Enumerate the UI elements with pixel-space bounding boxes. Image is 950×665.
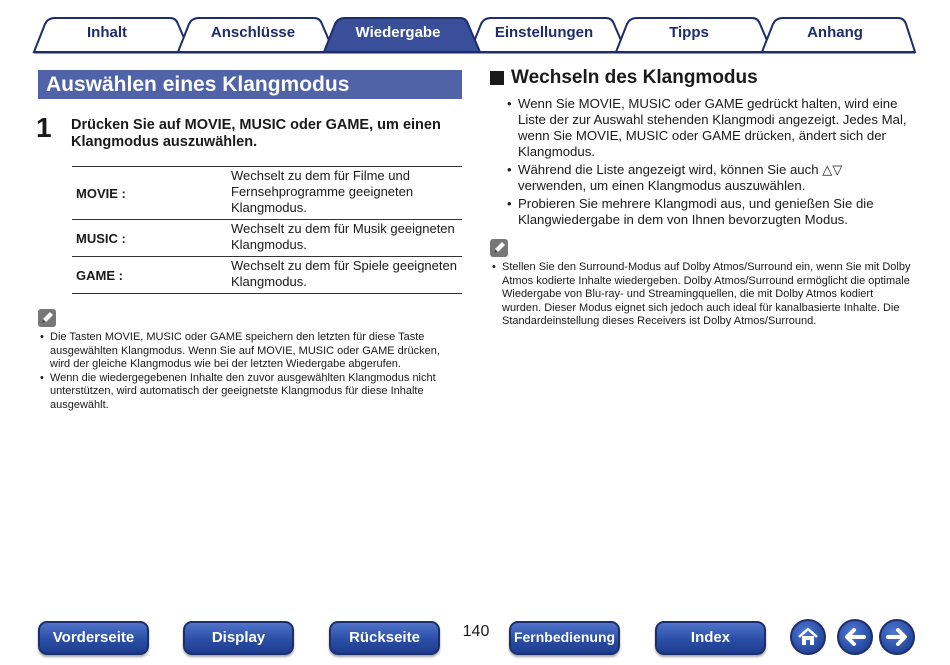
subsection-title-text: Wechseln des Klangmodus [511, 67, 758, 88]
note-item: • Die Tasten MOVIE, MUSIC oder GAME speichern den letzten für diese Taste ausgewählten Klangmodus. Wenn Sie auf MOVIE, MUSIC oder GAME drücken, wird der gleiche Klangmodus wie bei der letzten Wiedergabe abgerufen. [40, 331, 460, 372]
top-tab-bar [0, 0, 950, 56]
list-item: • Wenn Sie MOVIE, MUSIC oder GAME gedrückt halten, wird eine Liste der zur Auswahl stehenden Klangmodi angezeigt. Jedes Mal, wenn Sie MOVIE, MUSIC oder GAME drücken, ändert sich der Klangmodus. [507, 96, 912, 160]
back-button[interactable] [837, 619, 873, 655]
display-button[interactable]: Display [183, 621, 294, 655]
subsection-title [490, 67, 758, 89]
arrow-left-icon [839, 621, 871, 653]
right-notes [492, 261, 912, 329]
tab-inhalt[interactable]: Inhalt [87, 24, 127, 41]
tab-einstellungen[interactable]: Einstellungen [494, 24, 594, 41]
list-item: • Probieren Sie mehrere Klangmodi aus, und genießen Sie die Klangwiedergabe in dem von Ihnen bevorzugten Modus. [507, 196, 912, 228]
step-instruction: Drücken Sie auf MOVIE, MUSIC oder GAME, um einen Klangmodus auszuwählen. [71, 117, 441, 150]
tab-tipps[interactable]: Tipps [669, 24, 709, 41]
note-item: • Wenn die wiedergegebenen Inhalte den zuvor ausgewählten Klangmodus nicht unterstützen, wird automatisch der geeignetste Klangmodus für diese Inhalte ausgewählt. [40, 372, 460, 413]
index-button[interactable]: Index [655, 621, 766, 655]
fernbedienung-button[interactable]: Fernbedienung [509, 621, 620, 655]
home-button[interactable] [790, 619, 826, 655]
mode-key: MOVIE : [72, 167, 231, 220]
rueckseite-button[interactable]: Rückseite [329, 621, 440, 655]
left-notes [40, 331, 460, 413]
square-bullet-icon [490, 71, 504, 85]
table-row [72, 167, 462, 220]
list-item: • Während die Liste angezeigt wird, können Sie auch △▽ verwenden, um einen Klangmodus auszuwählen. [507, 162, 912, 194]
arrow-right-icon [881, 621, 913, 653]
mode-description: Wechselt zu dem für Musik geeigneten Klangmodus. [231, 220, 462, 257]
forward-button[interactable] [879, 619, 915, 655]
mode-key: GAME : [72, 257, 231, 294]
sound-mode-table [72, 166, 462, 294]
pencil-note-icon [38, 309, 56, 327]
right-bullet-list [507, 96, 912, 230]
tab-anschluesse[interactable]: Anschlüsse [210, 24, 296, 41]
note-item: • Stellen Sie den Surround-Modus auf Dolby Atmos/Surround ein, wenn Sie mit Dolby Atmos kodierte Inhalte wiedergeben. Dolby Atmos/Surround ermöglicht die optimale Wiedergabe von Blu-ray- und Streamingquellen, die mit Dolby Atmos kodiert wurden. Dieser Modus eignet sich jedoch auch ideal für kanalbasierte Inhalte. Die Standardeinstellung dieses Receivers ist Dolby Atmos/Surround. [492, 261, 912, 329]
mode-description: Wechselt zu dem für Spiele geeigneten Klangmodus. [231, 257, 462, 294]
table-row [72, 220, 462, 257]
page-number: 140 [462, 623, 490, 640]
table-row [72, 257, 462, 294]
vorderseite-button[interactable]: Vorderseite [38, 621, 149, 655]
tab-anhang[interactable]: Anhang [807, 24, 863, 41]
mode-description: Wechselt zu dem für Filme und Fernsehprogramme geeigneten Klangmodus. [231, 167, 462, 220]
home-icon [792, 621, 824, 653]
mode-key: MUSIC : [72, 220, 231, 257]
pencil-note-icon [490, 239, 508, 257]
step-number: 1 [36, 112, 52, 143]
tab-wiedergabe[interactable]: Wiedergabe [355, 24, 441, 41]
section-title: Auswählen eines Klangmodus [38, 70, 462, 99]
